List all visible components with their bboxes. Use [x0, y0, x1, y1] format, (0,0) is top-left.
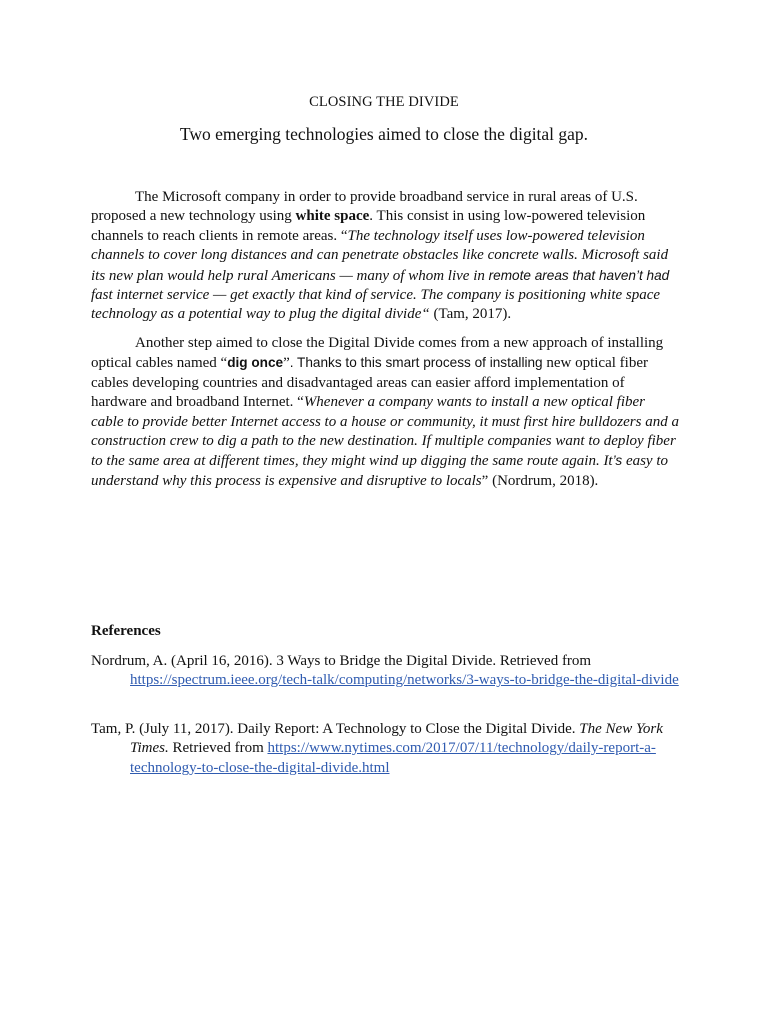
ref2-text: Tam, P. (July 11, 2017). Daily Report: A Technology to Close the Digital Divide.: [91, 721, 580, 737]
ref1-text: Nordrum, A. (April 16, 2016). 3 Ways to Bridge the Digital Divide. Retrieved from: [91, 653, 592, 669]
p1-bold-term: white space: [295, 208, 370, 225]
ref2-journal: The New York Times.: [130, 721, 663, 757]
p2-quote-close: ”: [481, 472, 489, 489]
p1-quote-close: “: [421, 306, 430, 323]
reference-tam: [91, 720, 681, 778]
p2-after-sans: new optical fiber cables developing countries and disadvantaged areas can easier afford implementation of hardware and broadband Internet. “: [91, 355, 648, 411]
reference-nordrum: [91, 652, 681, 691]
p2-quote-b: easy to understand why this process is expensive and disruptive to locals: [91, 453, 669, 489]
p1-quote-b: fast internet service — get exactly that kind of service. The company is positioning white space technology as a potential way to plug the digital divide: [91, 287, 661, 323]
document-heading: CLOSING THE DIVIDE: [309, 94, 459, 110]
p1-quote-sans: remote areas that haven’t had: [488, 267, 670, 283]
p2-bold-term: dig once: [227, 355, 284, 371]
p2-bold-close: ”: [283, 355, 290, 372]
references-title: References: [91, 623, 161, 639]
ref2-retrieved: Retrieved from: [168, 740, 268, 757]
p2-quote-sans: ’s: [612, 453, 623, 469]
paragraph-white-space: [91, 188, 681, 325]
p1-middle: . This consist in using low-powered television channels to reach clients in remote areas. “: [91, 208, 646, 244]
p1-quote-a: The technology itself uses low-powered television channels to cover long distances and can penetrate obstacles like concrete walls. Microsoft said its new plan would help rural Americans — many of whom live in: [91, 227, 669, 284]
p2-quote-a: Whenever a company wants to install a new optical fiber cable to provide better Internet access to a house or community, it must first hire bulldozers and a construction crew to dig a path to the new destination. If multiple companies want to deploy fiber to the same area at different times, they might wind up digging the same route again. It: [91, 394, 679, 470]
paragraph-dig-once: [91, 334, 681, 491]
ref1-link[interactable]: https://spectrum.ieee.org/tech-talk/computing/networks/3-ways-to-bridge-the-digital-divide: [130, 672, 679, 689]
p2-sans-part: . Thanks to this smart process of installing: [289, 355, 543, 371]
p2-intro: Another step aimed to close the Digital Divide comes from a new approach of installing optical cables named “: [91, 335, 664, 372]
document-subtitle: Two emerging technologies aimed to close the digital gap.: [179, 124, 589, 144]
p1-citation: (Tam, 2017).: [429, 306, 512, 323]
ref2-link[interactable]: https://www.nytimes.com/2017/07/11/technology/daily-report-a-technology-to-close-the-digital-divide.html: [130, 740, 656, 776]
p1-intro: The Microsoft company in order to provide broadband service in rural areas of U.S. proposed a new technology using: [91, 189, 638, 225]
p2-citation: (Nordrum, 2018).: [488, 472, 599, 489]
